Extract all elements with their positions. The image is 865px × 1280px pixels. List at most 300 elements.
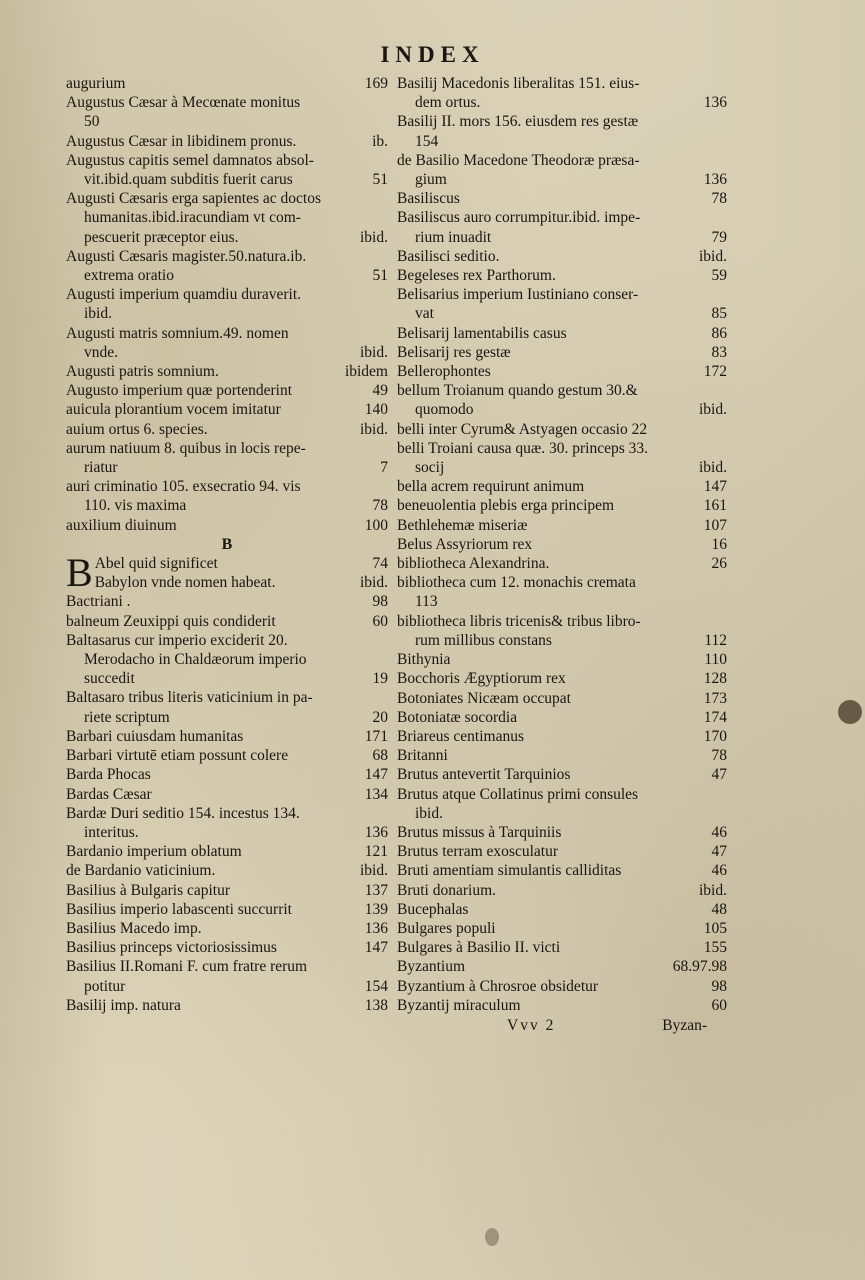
entry-text: extrema oratio xyxy=(84,267,174,285)
page-reference: 26 xyxy=(711,555,727,573)
entry-text: Augusti matris somnium.49. nomen xyxy=(66,324,289,342)
index-entry xyxy=(66,189,388,247)
entry-text: Byzantium à Chrosroe obsidetur xyxy=(397,977,599,995)
page-reference: 78 xyxy=(711,747,727,765)
page-reference: ibid. xyxy=(360,862,388,880)
entry-line xyxy=(66,93,388,112)
index-entry xyxy=(66,842,388,861)
entry-text: Barbari cuiusdam humanitas xyxy=(66,727,244,745)
page-reference: 98 xyxy=(711,977,727,995)
page-reference: 78 xyxy=(372,497,388,515)
entry-line xyxy=(397,170,727,189)
entry-line xyxy=(66,362,388,381)
entry-line xyxy=(397,208,727,227)
index-entry xyxy=(397,516,727,535)
index-entry xyxy=(397,420,727,439)
entry-text: Bruti amentiam simulantis calliditas xyxy=(397,862,622,880)
entry-line xyxy=(397,823,727,842)
entry-line xyxy=(66,324,388,343)
page-reference: 136 xyxy=(703,94,727,112)
index-entry xyxy=(397,554,727,573)
entry-line xyxy=(66,112,388,131)
entry-text: belli inter Cyrum& Astyagen occasio 22 xyxy=(397,420,648,438)
entry-line xyxy=(66,189,388,208)
entry-text: auxilium diuinum xyxy=(66,516,177,534)
page-reference: 147 xyxy=(703,478,727,496)
entry-text: Basilius II.Romani F. cum fratre rerum xyxy=(66,958,308,976)
entry-text: Bardanio imperium oblatum xyxy=(66,843,242,861)
entry-text: Basilius princeps victoriosissimus xyxy=(66,939,277,957)
entry-text: de Basilio Macedone Theodoræ præsa- xyxy=(397,151,640,169)
entry-line xyxy=(66,804,388,823)
entry-line xyxy=(66,208,388,227)
entry-line xyxy=(397,785,727,804)
index-entry xyxy=(397,708,727,727)
page-reference: 154 xyxy=(364,977,388,995)
page-reference: 172 xyxy=(703,363,727,381)
entry-line xyxy=(66,765,388,784)
entry-text: bella acrem requirunt animum xyxy=(397,478,585,496)
index-entry xyxy=(397,727,727,746)
index-entry xyxy=(397,151,727,189)
entry-line xyxy=(66,458,388,477)
entry-text: Belisarij lamentabilis casus xyxy=(397,324,567,342)
index-entry xyxy=(66,247,388,285)
entry-text: Bruti donarium. xyxy=(397,881,497,899)
index-entry xyxy=(66,919,388,938)
page-reference: 51 xyxy=(372,171,388,189)
index-entry xyxy=(397,669,727,688)
index-entry xyxy=(66,74,388,93)
index-entry xyxy=(66,804,388,842)
page-reference: 51 xyxy=(372,267,388,285)
index-entry xyxy=(397,381,727,419)
entry-line xyxy=(397,420,727,439)
index-entry xyxy=(397,266,727,285)
index-column-left xyxy=(66,74,388,1015)
index-entry xyxy=(397,285,727,323)
entry-text: riete scriptum xyxy=(84,708,170,726)
ink-stain xyxy=(485,1228,499,1246)
page-reference: 173 xyxy=(703,689,727,707)
entry-text: Bethlehemæ miseriæ xyxy=(397,516,528,534)
entry-text: pescuerit præceptor eius. xyxy=(84,228,239,246)
entry-text: Basiliscus auro corrumpitur.ibid. impe- xyxy=(397,209,641,227)
index-entry xyxy=(397,74,727,112)
entry-text: Belisarij res gestæ xyxy=(397,343,511,361)
entry-text: 154 xyxy=(415,132,439,150)
entry-line xyxy=(66,496,388,515)
entry-line xyxy=(66,228,388,247)
entry-line xyxy=(397,228,727,247)
page-reference: 169 xyxy=(364,75,388,92)
entry-text: Augustus Cæsar in libidinem pronus. xyxy=(66,132,297,150)
entry-text: Augustus capitis semel damnatos absol- xyxy=(66,151,314,169)
entry-line xyxy=(397,996,727,1015)
entry-text: Barbari virtutē etiam possunt colere xyxy=(66,747,289,765)
page-title: INDEX xyxy=(380,42,485,67)
index-entry xyxy=(397,957,727,976)
entry-line xyxy=(66,919,388,938)
entry-line xyxy=(397,535,727,554)
page-reference: 107 xyxy=(703,516,727,534)
entry-line xyxy=(397,765,727,784)
page-reference: 16 xyxy=(711,535,727,553)
entry-text: Augusti imperium quamdiu duraverit. xyxy=(66,286,302,304)
entry-text: Bactriani . xyxy=(66,593,131,611)
entry-text: Belus Assyriorum rex xyxy=(397,535,533,553)
page-reference: 105 xyxy=(703,919,727,937)
index-entry xyxy=(397,247,727,266)
entry-line xyxy=(397,612,727,631)
page-reference: 110 xyxy=(704,651,727,669)
entry-text: Augusto imperium quæ portenderint xyxy=(66,382,293,400)
entry-text: vit.ibid.quam subditis fuerit carus xyxy=(84,171,293,189)
page-reference: 138 xyxy=(364,996,388,1014)
entry-text: Augusti patris somnium. xyxy=(66,363,219,381)
page-reference: 98 xyxy=(372,593,388,611)
entry-text: belli Troiani causa quæ. 30. princeps 33. xyxy=(397,439,648,457)
entry-line xyxy=(66,74,388,93)
entry-text: gium xyxy=(415,171,447,189)
entry-text: Basiliscus xyxy=(397,190,460,208)
index-entry xyxy=(66,420,388,439)
entry-line xyxy=(66,746,388,765)
entry-line xyxy=(397,689,727,708)
entry-line xyxy=(66,938,388,957)
page-reference: 47 xyxy=(711,766,727,784)
entry-line xyxy=(397,496,727,515)
entry-text: Barda Phocas xyxy=(66,766,151,784)
index-entry xyxy=(66,785,388,804)
page-reference: ib. xyxy=(372,132,388,150)
entry-text: bibliotheca libris tricenis& tribus libro- xyxy=(397,612,641,630)
entry-text: Begeleses rex Parthorum. xyxy=(397,267,556,285)
index-entry xyxy=(66,900,388,919)
page-reference: 74 xyxy=(372,555,388,573)
entry-line xyxy=(397,477,727,496)
entry-line xyxy=(397,881,727,900)
entry-text: quomodo xyxy=(415,401,474,419)
entry-text: Abel quid significet xyxy=(94,555,218,573)
entry-line xyxy=(66,343,388,362)
entry-line xyxy=(66,304,388,323)
entry-text: Basilij imp. natura xyxy=(66,996,181,1014)
entry-text: Bulgares populi xyxy=(397,919,496,937)
entry-text: Bucephalas xyxy=(397,900,469,918)
entry-text: Basilius à Bulgaris capitur xyxy=(66,881,231,899)
entry-line xyxy=(397,516,727,535)
entry-line xyxy=(66,785,388,804)
entry-line xyxy=(397,285,727,304)
index-entry xyxy=(397,477,727,496)
index-entry xyxy=(397,612,727,650)
page-reference: 48 xyxy=(711,900,727,918)
entry-line xyxy=(397,189,727,208)
index-entry xyxy=(66,631,388,689)
entry-text: bibliotheca Alexandrina. xyxy=(397,555,550,573)
entry-line xyxy=(397,112,727,131)
entry-text: potitur xyxy=(84,977,126,995)
index-entry xyxy=(397,343,727,362)
index-entry xyxy=(397,112,727,150)
page-reference: 46 xyxy=(711,823,727,841)
entry-line xyxy=(397,439,727,458)
index-entry xyxy=(66,861,388,880)
entry-text: Byzantij miraculum xyxy=(397,996,521,1014)
entry-text: Basilisci seditio. xyxy=(397,247,500,265)
entry-text: de Bardanio vaticinium. xyxy=(66,862,216,880)
page-reference: 68.97.98 xyxy=(672,958,727,976)
page-reference: 121 xyxy=(364,843,388,861)
entry-line xyxy=(95,573,388,592)
page-reference: ibid. xyxy=(699,247,727,265)
entry-line xyxy=(397,727,727,746)
page-reference: 147 xyxy=(364,939,388,957)
index-entry xyxy=(397,189,727,208)
index-entry xyxy=(397,535,727,554)
entry-text: bellum Troianum quando gestum 30.& xyxy=(397,382,638,400)
entry-line xyxy=(397,631,727,650)
entry-text: Augustus Cæsar à Mecœnate monitus xyxy=(66,94,301,112)
index-entry xyxy=(66,93,388,131)
index-entry xyxy=(66,151,388,189)
page-reference: 112 xyxy=(704,631,727,649)
entry-text: Basilij Macedonis liberalitas 151. eius- xyxy=(397,75,640,92)
entry-line xyxy=(397,400,727,419)
entry-text: Baltasarus cur imperio exciderit 20. xyxy=(66,631,288,649)
entry-text: socij xyxy=(415,459,445,477)
index-entry xyxy=(66,592,388,611)
page-reference: ibid. xyxy=(360,228,388,246)
entry-line xyxy=(397,362,727,381)
entry-text: Basilij II. mors 156. eiusdem res gestæ xyxy=(397,113,639,131)
page-reference: ibid. xyxy=(699,401,727,419)
index-entry xyxy=(397,919,727,938)
index-entry xyxy=(66,362,388,381)
index-entry xyxy=(66,550,388,596)
entry-text: Bardæ Duri seditio 154. incestus 134. xyxy=(66,804,300,822)
index-entry xyxy=(66,938,388,957)
entry-line xyxy=(397,708,727,727)
index-entry xyxy=(397,996,727,1015)
entry-text: Brutus terram exosculatur xyxy=(397,843,558,861)
page-reference: 19 xyxy=(372,670,388,688)
entry-text: vat xyxy=(415,305,434,323)
entry-line xyxy=(66,592,388,611)
entry-text: dem ortus. xyxy=(415,94,481,112)
section-letter: B xyxy=(221,535,233,553)
entry-text: Belisarius imperium Iustiniano conser- xyxy=(397,286,639,304)
page-reference: 85 xyxy=(711,305,727,323)
entry-line xyxy=(66,977,388,996)
index-entry xyxy=(66,439,388,477)
index-entry xyxy=(397,746,727,765)
entry-line xyxy=(397,842,727,861)
page-reference: ibid. xyxy=(360,343,388,361)
entry-line xyxy=(66,516,388,535)
entry-line xyxy=(397,669,727,688)
entry-line xyxy=(66,727,388,746)
entry-line xyxy=(66,420,388,439)
entry-text: 50 xyxy=(84,113,100,131)
index-entry xyxy=(66,381,388,400)
entry-line xyxy=(397,554,727,573)
entry-line xyxy=(66,381,388,400)
entry-line xyxy=(66,400,388,419)
entry-text: Basilius imperio labascenti succurrit xyxy=(66,900,292,918)
entry-line xyxy=(397,977,727,996)
page-reference: 140 xyxy=(364,401,388,419)
entry-text: aurum natiuum 8. quibus in locis repe- xyxy=(66,439,306,457)
index-entry xyxy=(66,285,388,323)
page-reference: 68 xyxy=(372,747,388,765)
page-reference: 174 xyxy=(703,708,727,726)
page-reference: 134 xyxy=(364,785,388,803)
drop-cap: B xyxy=(66,550,93,596)
entry-line xyxy=(66,631,388,650)
entry-text: Brutus antevertit Tarquinios xyxy=(397,766,571,784)
entry-line xyxy=(66,170,388,189)
catchword: Byzan- xyxy=(662,1017,707,1034)
index-entry xyxy=(397,439,727,477)
entry-line xyxy=(66,842,388,861)
page-reference: 139 xyxy=(364,900,388,918)
entry-line xyxy=(66,823,388,842)
entry-line xyxy=(66,285,388,304)
page-reference: 59 xyxy=(711,267,727,285)
entry-line xyxy=(397,900,727,919)
signature-mark: Vvv 2 xyxy=(507,1017,556,1034)
page-reference: 83 xyxy=(711,343,727,361)
entry-line xyxy=(66,266,388,285)
entry-text: ibid. xyxy=(415,804,443,822)
page-reference: ibid. xyxy=(360,420,388,438)
index-entry xyxy=(66,996,388,1015)
entry-text: rum millibus constans xyxy=(415,631,552,649)
entry-text: Botoniates Nicæam occupat xyxy=(397,689,571,707)
index-entry xyxy=(66,727,388,746)
index-entry xyxy=(66,324,388,362)
index-entry xyxy=(66,612,388,631)
entry-line xyxy=(66,612,388,631)
entry-line xyxy=(66,900,388,919)
page-reference: 161 xyxy=(703,497,727,515)
entry-text: interitus. xyxy=(84,823,139,841)
entry-line xyxy=(397,266,727,285)
entry-line xyxy=(66,669,388,688)
index-entry xyxy=(66,132,388,151)
entry-text: vnde. xyxy=(84,343,119,361)
index-entry xyxy=(397,208,727,246)
entry-line xyxy=(397,324,727,343)
index-entry xyxy=(397,842,727,861)
index-entry xyxy=(66,477,388,515)
entry-line xyxy=(397,919,727,938)
entry-line xyxy=(397,247,727,266)
page-reference: ibidem xyxy=(344,363,388,381)
entry-line xyxy=(397,804,727,823)
entry-text: auicula plorantium vocem imitatur xyxy=(66,401,281,419)
entry-text: Basilius Macedo imp. xyxy=(66,919,202,937)
entry-text: Brutus missus à Tarquiniis xyxy=(397,823,562,841)
page-reference: 155 xyxy=(703,939,727,957)
page-reference: 7 xyxy=(380,459,388,477)
page-reference: 47 xyxy=(711,843,727,861)
entry-line xyxy=(66,439,388,458)
entry-text: augurium xyxy=(66,75,126,92)
index-entry xyxy=(397,573,727,611)
entry-text: succedit xyxy=(84,670,135,688)
page-reference: ibid. xyxy=(699,881,727,899)
index-entry xyxy=(397,785,727,823)
entry-text: Augusti Cæsaris erga sapientes ac doctos xyxy=(66,190,321,208)
entry-line xyxy=(66,688,388,707)
entry-line xyxy=(397,861,727,880)
entry-text: beneuolentia plebis erga principem xyxy=(397,497,615,515)
entry-line xyxy=(397,151,727,170)
index-entry xyxy=(66,688,388,726)
entry-line xyxy=(66,881,388,900)
index-entry xyxy=(397,324,727,343)
entry-text: riatur xyxy=(84,459,118,477)
page-reference: 60 xyxy=(711,996,727,1014)
page-reference: 78 xyxy=(711,190,727,208)
entry-line xyxy=(66,247,388,266)
entry-text: Merodacho in Chaldæorum imperio xyxy=(84,651,307,669)
index-entry xyxy=(66,400,388,419)
entry-line xyxy=(397,304,727,323)
entry-text: humanitas.ibid.iracundiam vt com- xyxy=(84,209,301,227)
entry-text: rium inuadit xyxy=(415,228,492,246)
page-reference: 136 xyxy=(364,919,388,937)
entry-text: Botoniatæ socordia xyxy=(397,708,518,726)
page-reference: 137 xyxy=(364,881,388,899)
page-reference: 79 xyxy=(711,228,727,246)
entry-line xyxy=(66,650,388,669)
page-reference: 49 xyxy=(372,382,388,400)
page-reference: ibid. xyxy=(360,574,388,592)
entry-text: 113 xyxy=(415,593,438,611)
entry-line xyxy=(66,151,388,170)
index-entry xyxy=(397,977,727,996)
index-entry xyxy=(397,362,727,381)
page-reference: 147 xyxy=(364,766,388,784)
entry-text: Bulgares à Basilio II. victi xyxy=(397,939,561,957)
index-entry xyxy=(397,900,727,919)
entry-line xyxy=(397,93,727,112)
index-entry xyxy=(66,765,388,784)
entry-text: Briareus centimanus xyxy=(397,727,524,745)
page-reference: 86 xyxy=(711,324,727,342)
entry-line xyxy=(66,132,388,151)
entry-line xyxy=(66,708,388,727)
page-reference: 170 xyxy=(703,727,727,745)
page-reference: ibid. xyxy=(699,459,727,477)
entry-text: Byzantium xyxy=(397,958,466,976)
entry-text: auri criminatio 105. exsecratio 94. vis xyxy=(66,478,301,496)
index-entry xyxy=(66,516,388,535)
index-entry xyxy=(66,881,388,900)
page-reference: 100 xyxy=(364,516,388,534)
index-column-right xyxy=(397,74,727,1015)
index-entry xyxy=(397,881,727,900)
entry-line xyxy=(397,746,727,765)
entry-text: Bellerophontes xyxy=(397,363,491,381)
entry-line xyxy=(66,477,388,496)
entry-line xyxy=(66,861,388,880)
entry-line xyxy=(397,957,727,976)
